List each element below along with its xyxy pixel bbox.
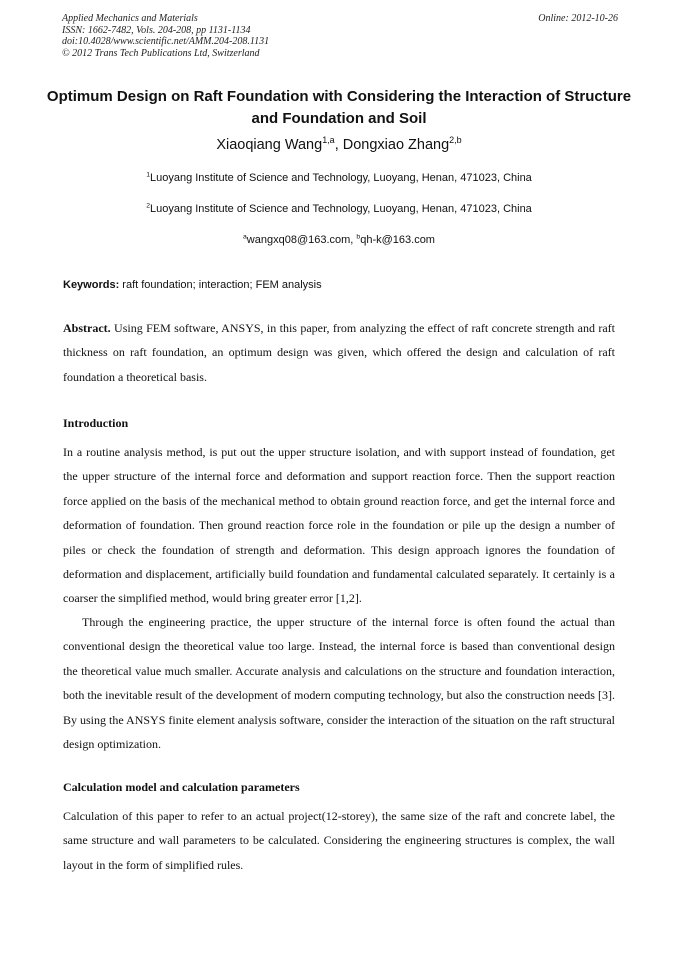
- email-line: [40, 234, 638, 246]
- journal-name: Applied Mechanics and Materials: [62, 13, 198, 24]
- abstract-label: Abstract.: [63, 321, 111, 335]
- affiliation-mark: 1: [146, 171, 150, 179]
- abstract-text: Using FEM software, ANSYS, in this paper, from analyzing the effect of raft concrete strength and raft thickness on raft foundation, an optimum design was given, which offered the design and calculation of raft foundation a theoretical basis.: [63, 321, 615, 384]
- author-name: Xiaoqiang Wang: [216, 137, 323, 153]
- email-address: wangxq08@163.com,: [246, 234, 357, 246]
- affiliation-text: Luoyang Institute of Science and Technology, Luoyang, Henan, 471023, China: [149, 203, 532, 215]
- email-address: qh-k@163.com: [360, 234, 435, 246]
- keywords-line: [63, 279, 618, 291]
- online-date: Online: 2012-10-26: [538, 13, 618, 24]
- section-heading-calculation-model: Calculation model and calculation parameters: [63, 780, 300, 794]
- copyright-line: © 2012 Trans Tech Publications Ltd, Switzerland: [62, 47, 260, 59]
- issn-line: ISSN: 1662-7482, Vols. 204-208, pp 1131-1134: [62, 24, 251, 36]
- abstract-paragraph: [63, 316, 615, 389]
- email-mark: b: [356, 233, 361, 241]
- author-line: [40, 137, 638, 153]
- affiliation-2: [40, 203, 638, 215]
- email-mark: a: [243, 233, 247, 241]
- section-heading-introduction: Introduction: [63, 416, 129, 430]
- paper-title: Optimum Design on Raft Foundation with Considering the Interaction of Structure and Foundation and Soil: [46, 88, 632, 127]
- body-paragraph: In a routine analysis method, is put out the upper structure isolation, and with support instead of foundation, get the upper structure of the internal force and deformation and support reaction force. Then the support reaction force applied on the basis of the mechanical method to obtain ground reaction force, and get the internal force and deformation of foundation. Then ground reaction force role in the foundation or pile up the design a number of piles or check the foundation of strength and deformation. This design approach ignores the foundation of deformation and displacement, artificially build foundation and fundamental calculated separately. It certainly is a coarser the simplified method, would bring greater error [1,2].: [63, 445, 615, 606]
- author-affiliation-mark: 1,a: [322, 135, 335, 146]
- keywords-label: Keywords:: [63, 279, 120, 291]
- body-paragraph: Calculation of this paper to refer to an actual project(12-storey), the same size of the raft and concrete label, the same structure and wall parameters to be calculated. Considering the engineering structures is complex, the wall layout in the form of simplified rules.: [63, 809, 615, 872]
- author-separator: ,: [334, 137, 343, 153]
- author-name: Dongxiao Zhang: [342, 137, 450, 153]
- body-paragraph: Through the engineering practice, the upper structure of the internal force is often found the actual than conventional design the theoretical value too large. Instead, the internal force is based than conventional design the theoretical value much smaller. Accurate analysis and calculations on the structure and foundation interaction, both the inevitable result of the development of modern computing technology, but also the construction needs [3]. By using the ANSYS finite element analysis software, consider the interaction of the situation on the raft structural design optimization.: [63, 615, 615, 752]
- keywords-text: raft foundation; interaction; FEM analysis: [119, 279, 322, 291]
- journal-header: [62, 13, 618, 59]
- affiliation-1: [40, 172, 638, 184]
- affiliation-mark: 2: [146, 202, 150, 210]
- author-affiliation-mark: 2,b: [449, 135, 462, 146]
- affiliation-text: Luoyang Institute of Science and Technology, Luoyang, Henan, 471023, China: [149, 172, 532, 184]
- doi-line: doi:10.4028/www.scientific.net/AMM.204-208.1131: [62, 36, 270, 47]
